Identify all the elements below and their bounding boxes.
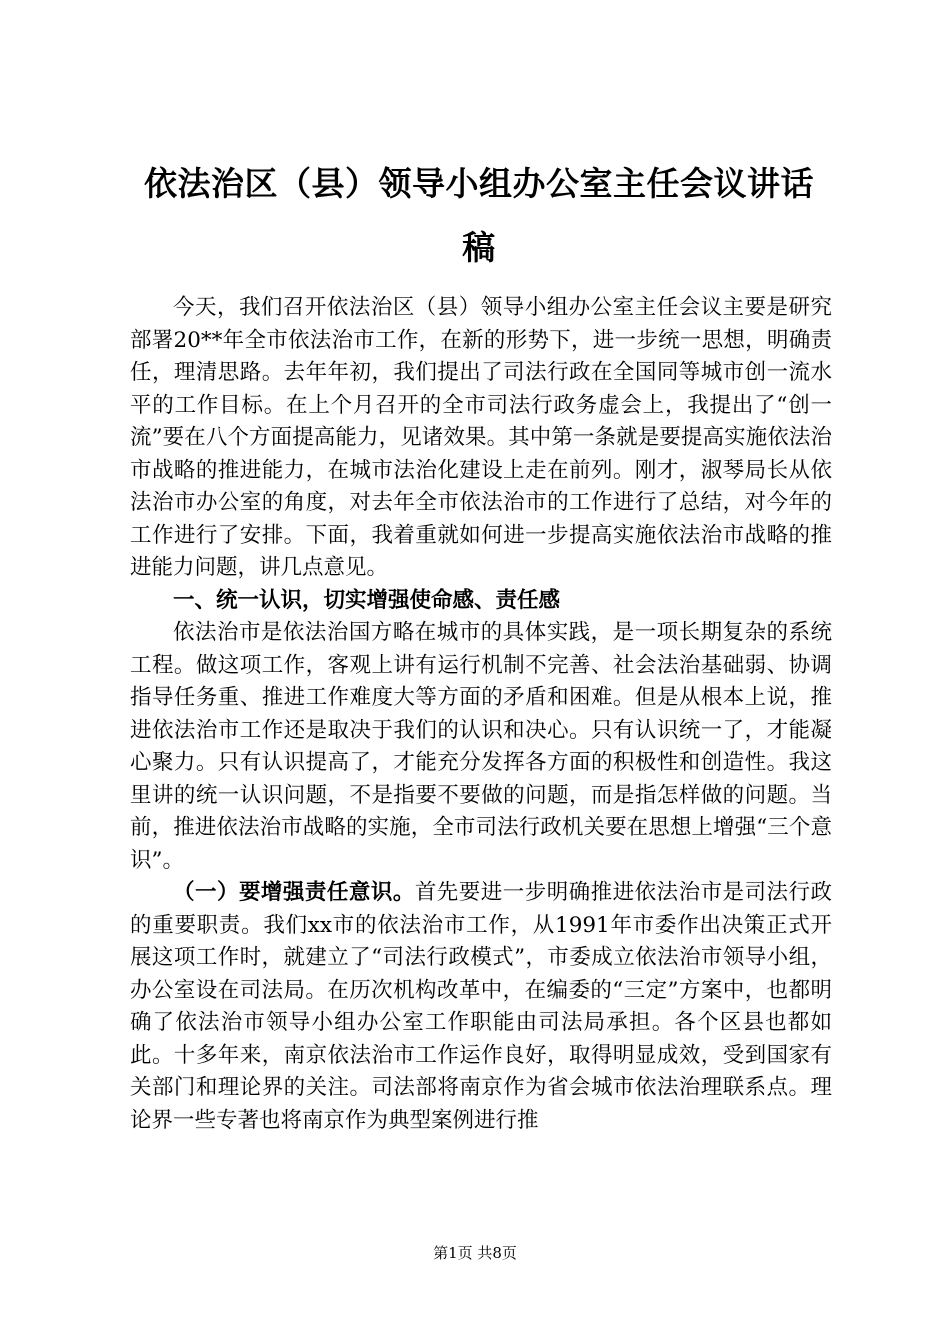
page-number: 第1页 共8页 (433, 1244, 517, 1262)
subsection-paragraph (130, 877, 832, 1137)
section-paragraph: 依法治市是依法治国方略在城市的具体实践，是一项长期复杂的系统工程。做这项工作，客观上讲有运行机制不完善、社会法治基础弱、协调指导任务重、推进工作难度大等方面的矛盾和困难。但是从根本上说，推进依法治市工作还是取决于我们的认识和决心。只有认识统一了，才能凝心聚力。只有认识提高了，才能充分发挥各方面的积极性和创造性。我这里讲的统一认识问题，不是指要不要做的问题，而是指怎样做的问题。当前，推进依法治市战略的实施，全市司法行政机关要在思想上增强“三个意识”。 (130, 620, 832, 873)
document-title: 依法治区（县）领导小组办公室主任会议讲话稿 (144, 164, 814, 267)
intro-paragraph: 今天，我们召开依法治区（县）领导小组办公室主任会议主要是研究部署20**年全市依法治市工作，在新的形势下，进一步统一思想，明确责任，理清思路。去年年初，我们提出了司法行政在全国同等城市创一流水平的工作目标。在上个月召开的全市司法行政务虚会上，我提出了“创一流”要在八个方面提高能力，见诸效果。其中第一条就是要提高实施依法治市战略的推进能力，在城市法治化建设上走在前列。刚才，淑琴局长从依法治市办公室的角度，对去年全市依法治市的工作进行了总结，对今年的工作进行了安排。下面，我着重就如何进一步提高实施依法治市战略的推进能力问题，讲几点意见。 (130, 295, 832, 580)
subsection-body: 首先要进一步明确推进依法治市是司法行政的重要职责。我们xx市的依法治市工作，从1991年市委作出决策正式开展这项工作时，就建立了“司法行政模式”，市委成立依法治市领导小组，办公室设在司法局。在历次机构改革中，在编委的“三定”方案中，也都明确了依法治市领导小组办公室工作职能由司法局承担。各个区县也都如此。十多年来，南京依法治市工作运作良好，取得明显成效，受到国家有关部门和理论界的关注。司法部将南京作为省会城市依法治理联系点。理论界一些专著也将南京作为典型案例进行推 (130, 880, 832, 1133)
subsection-heading: （一）要增强责任意识。 (173, 880, 415, 905)
section-heading: 一、统一认识，切实增强使命感、责任感 (173, 587, 561, 613)
document-body (130, 292, 832, 1137)
